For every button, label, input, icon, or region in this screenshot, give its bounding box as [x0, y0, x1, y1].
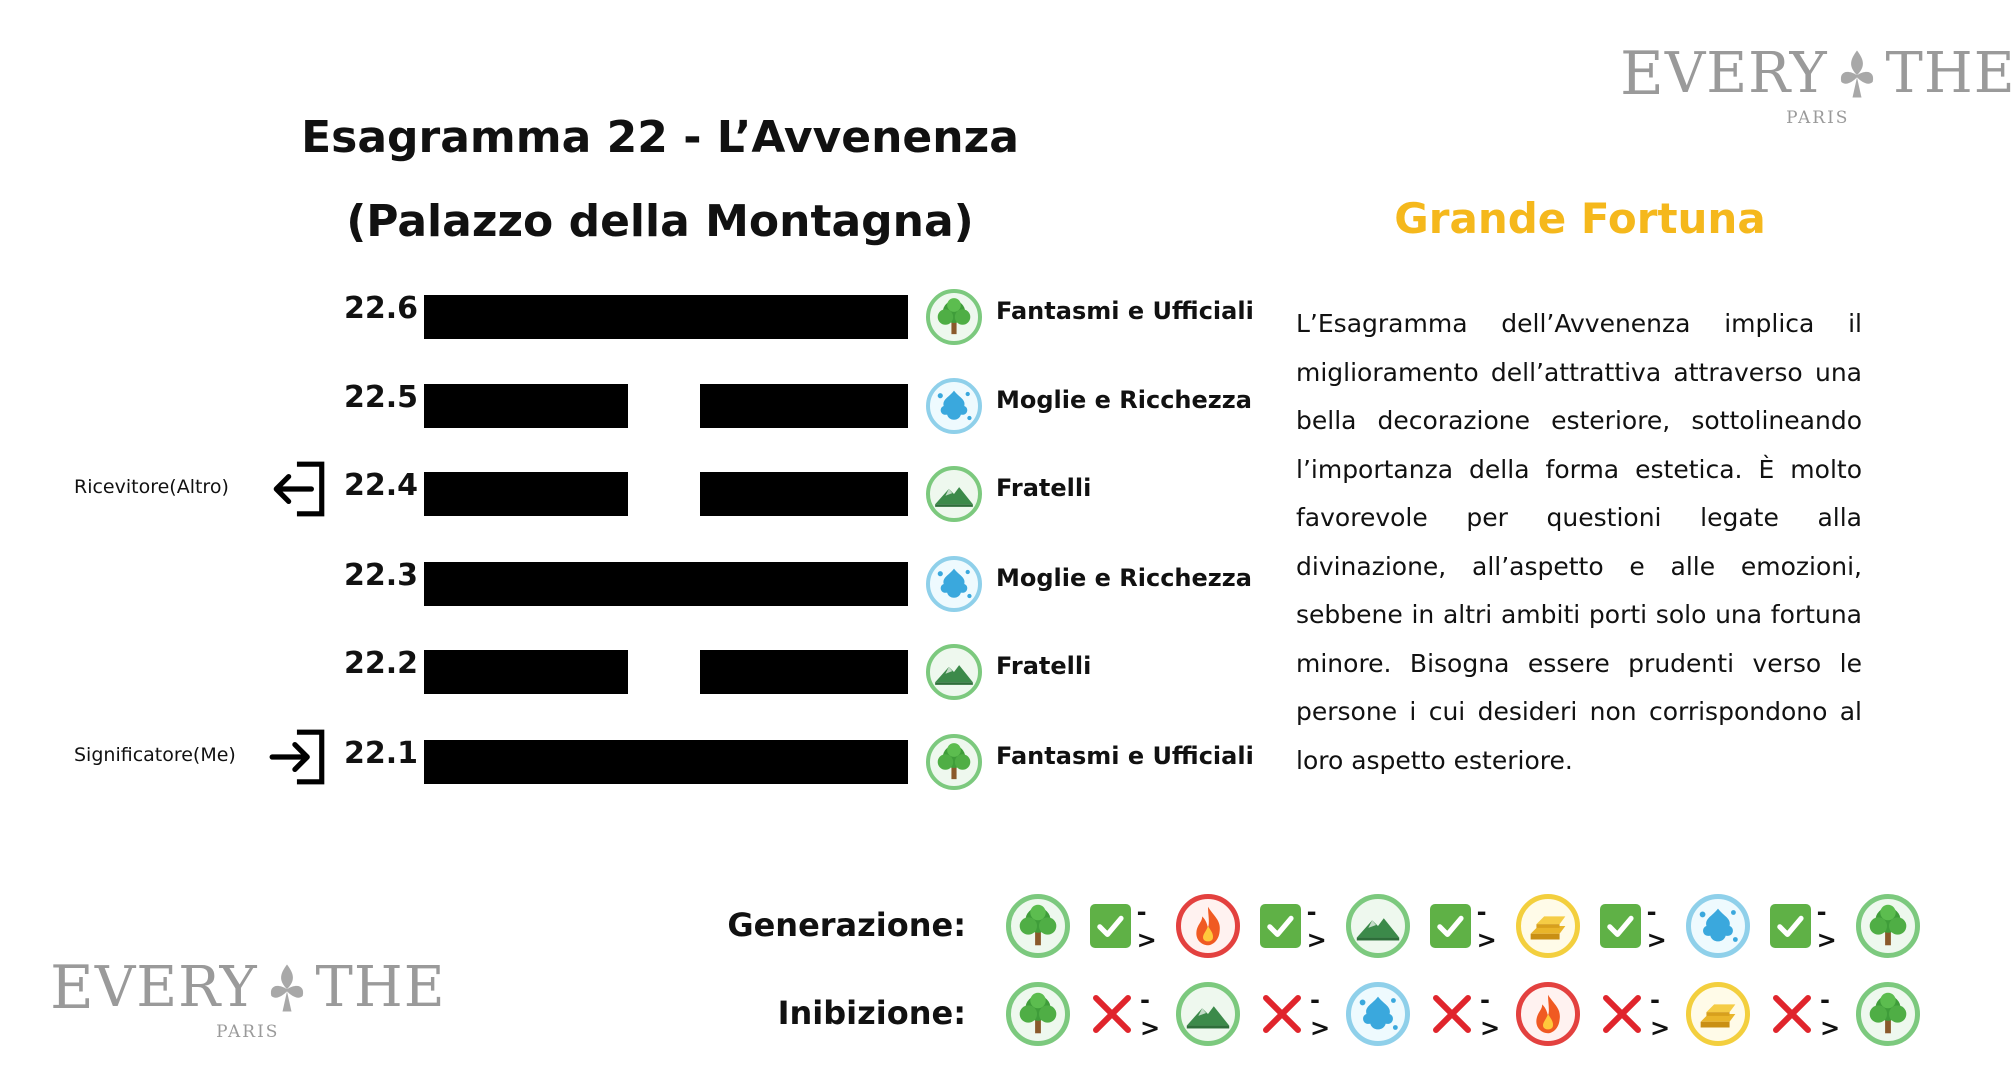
cross-icon	[1430, 992, 1474, 1036]
tree-icon	[926, 289, 982, 345]
page-subtitle: (Palazzo della Montagna)	[346, 196, 974, 247]
relation-label: Fantasmi e Ufficiali	[996, 742, 1254, 770]
arrow-text: ->	[1476, 898, 1499, 954]
cross-icon	[1770, 992, 1814, 1036]
fire-icon	[1516, 982, 1580, 1046]
fire-icon	[1176, 894, 1240, 958]
element-fire	[1516, 982, 1580, 1046]
arrow-text: ->	[1306, 898, 1329, 954]
arrow-text: ->	[1480, 986, 1503, 1042]
element-wood	[1856, 894, 1920, 958]
line-number: 22.4	[344, 468, 419, 503]
fortune-heading: Grande Fortuna	[1394, 194, 1766, 243]
relation-label: Moglie e Ricchezza	[996, 386, 1252, 414]
element-wood	[1006, 894, 1070, 958]
generation-label: Generazione:	[727, 906, 966, 944]
water-splash-icon	[1346, 982, 1410, 1046]
arrow-text: ->	[1646, 898, 1669, 954]
fleur-ornament-icon	[1834, 46, 1880, 102]
inhibition-label: Inibizione:	[777, 994, 966, 1032]
inhibition-chain	[1006, 982, 1920, 1046]
relation-label: Fantasmi e Ufficiali	[996, 297, 1254, 325]
tree-icon	[1006, 894, 1070, 958]
tree-icon	[1856, 894, 1920, 958]
cross-icon	[1090, 992, 1134, 1036]
broken-line-left	[424, 650, 628, 694]
element-wood	[1006, 982, 1070, 1046]
brand-letter: E	[50, 953, 95, 1023]
element-water	[1686, 894, 1750, 958]
mountain-icon	[926, 466, 982, 522]
cross-icon	[1600, 992, 1644, 1036]
gold-bars-icon	[1686, 982, 1750, 1046]
element-metal	[1516, 894, 1580, 958]
solid-line	[424, 740, 908, 784]
gold-bars-icon	[1516, 894, 1580, 958]
mountain-icon	[926, 644, 982, 700]
broken-line-left	[424, 384, 628, 428]
fleur-ornament-icon	[264, 960, 310, 1016]
check-icon	[1430, 904, 1471, 948]
solid-line	[424, 562, 908, 606]
relation-label: Moglie e Ricchezza	[996, 564, 1252, 592]
arrow-text: ->	[1820, 986, 1843, 1042]
brand-word: VERY	[94, 955, 258, 1020]
tree-icon	[1856, 982, 1920, 1046]
arrow-text: ->	[1310, 986, 1333, 1042]
broken-line-right	[700, 650, 908, 694]
line-number: 22.3	[344, 558, 419, 593]
broken-line-right	[700, 472, 908, 516]
mountain-icon	[1346, 894, 1410, 958]
water-splash-icon	[926, 556, 982, 612]
generation-chain	[1006, 894, 1920, 958]
check-icon	[1260, 904, 1301, 948]
water-splash-icon	[926, 378, 982, 434]
brand-word-end: THE	[1885, 41, 2016, 106]
arrow-text: ->	[1650, 986, 1673, 1042]
receiver-label: Ricevitore(Altro)	[74, 476, 229, 498]
brand-logo-top	[1620, 39, 2016, 128]
element-wood	[1856, 982, 1920, 1046]
brand-word: VERY	[1664, 41, 1828, 106]
tree-icon	[926, 734, 982, 790]
check-icon	[1770, 904, 1811, 948]
page-title: Esagramma 22 - L’Avvenenza	[301, 112, 1019, 163]
arrow-text: ->	[1816, 898, 1839, 954]
brand-word-end: THE	[315, 955, 446, 1020]
brand-letter: E	[1620, 39, 1665, 109]
cross-icon	[1260, 992, 1304, 1036]
water-splash-icon	[1686, 894, 1750, 958]
check-icon	[1090, 904, 1131, 948]
mountain-icon	[1176, 982, 1240, 1046]
brand-sub: PARIS	[216, 1022, 280, 1042]
element-fire	[1176, 894, 1240, 958]
brand-sub: PARIS	[1786, 108, 1850, 128]
element-metal	[1686, 982, 1750, 1046]
arrow-text: ->	[1136, 898, 1159, 954]
relation-label: Fratelli	[996, 652, 1092, 680]
broken-line-left	[424, 472, 628, 516]
line-number: 22.2	[344, 646, 419, 681]
signifier-label: Significatore(Me)	[74, 744, 236, 766]
line-number: 22.5	[344, 380, 419, 415]
brand-logo-bottom	[50, 953, 446, 1042]
enter-arrow-icon	[268, 458, 330, 520]
solid-line	[424, 295, 908, 339]
relation-label: Fratelli	[996, 474, 1092, 502]
arrow-text: ->	[1140, 986, 1163, 1042]
element-earth	[1176, 982, 1240, 1046]
check-icon	[1600, 904, 1641, 948]
line-number: 22.6	[344, 291, 419, 326]
element-earth	[1346, 894, 1410, 958]
tree-icon	[1006, 982, 1070, 1046]
element-water	[1346, 982, 1410, 1046]
exit-arrow-icon	[268, 726, 330, 788]
hexagram-description: L’Esagramma dell’Avvenenza implica il miglioramento dell’attrattiva attraverso una bella decorazione esteriore, sottolineando l’importanza della forma estetica. È molto favorevole per questioni legate alla divinazione, all’aspetto e alle emozioni, sebbene in altri ambiti porti solo una fortuna minore. Bisogna essere prudenti verso le persone i cui desideri non corrispondono al loro aspetto esteriore.	[1296, 309, 1862, 775]
broken-line-right	[700, 384, 908, 428]
line-number: 22.1	[344, 736, 419, 771]
